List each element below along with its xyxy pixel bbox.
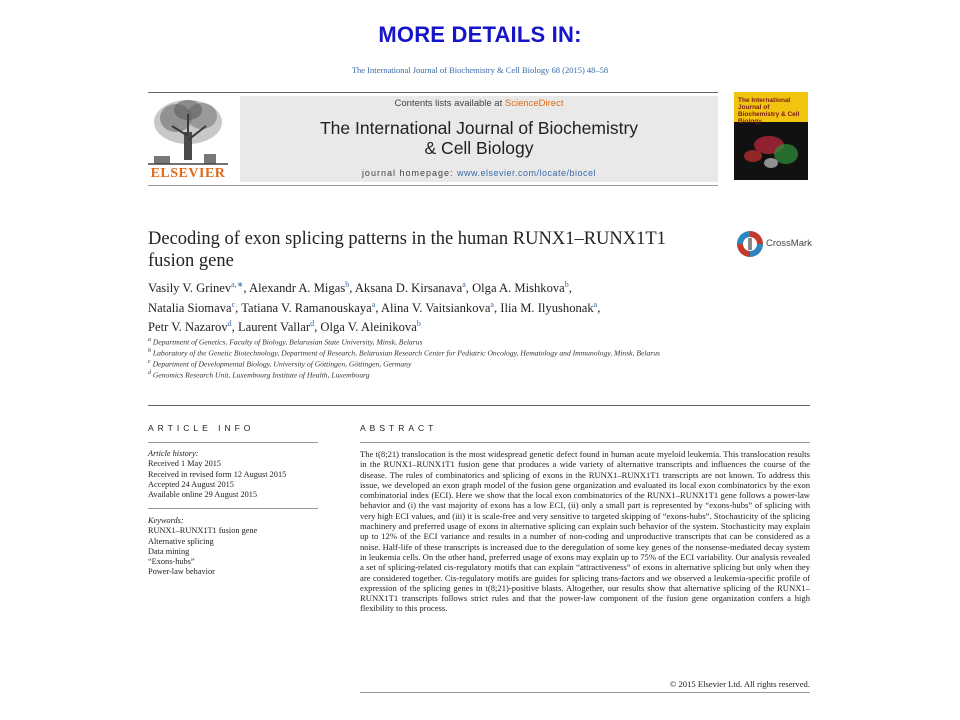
author-affiliation-marker[interactable]: a,∗ — [231, 280, 244, 289]
author-name: Olga A. Mishkova — [472, 281, 565, 296]
affiliation-marker: c — [148, 359, 151, 366]
keywords-rule — [148, 508, 318, 509]
affiliation-text: Department of Genetics, Faculty of Biology, Belarusian State University, Minsk, Belarus — [151, 337, 423, 347]
header-bottom-rule — [148, 185, 718, 186]
affiliation-marker: d — [148, 370, 151, 377]
author-affiliation-marker[interactable]: a — [490, 299, 494, 309]
contents-prefix: Contents lists available at — [394, 98, 505, 109]
crossmark-icon — [736, 230, 764, 258]
author-separator: , — [375, 300, 381, 315]
keywords — [148, 516, 323, 578]
author-affiliation-marker[interactable]: a — [593, 299, 598, 309]
journal-homepage — [240, 168, 718, 178]
author-name: Olga V. Aleinikova — [320, 320, 417, 335]
history-item: Available online 29 August 2015 — [148, 490, 258, 500]
author-affiliation-marker[interactable]: d — [310, 319, 315, 329]
copyright: © 2015 Elsevier Ltd. All rights reserved. — [669, 679, 810, 689]
author-name: Aksana D. Kirsanava — [354, 281, 463, 296]
author-affiliation-marker[interactable]: b — [345, 280, 350, 289]
author-separator: , — [465, 281, 473, 296]
article-info-heading: ARTICLE INFO — [148, 423, 255, 433]
article-info-rule — [148, 442, 318, 443]
author-list — [148, 277, 748, 336]
journal-name-line1: The International Journal of Biochemistry — [319, 118, 639, 138]
affiliation-item — [148, 358, 788, 369]
keyword-item: RUNX1–RUNX1T1 fusion gene — [148, 526, 258, 536]
keyword-item: “Exons-hubs” — [148, 557, 195, 567]
author-affiliation-marker[interactable]: a — [462, 280, 466, 289]
author-name: Petr V. Nazarov — [148, 320, 228, 335]
author-separator: , — [568, 281, 572, 296]
author-separator: , — [349, 281, 355, 296]
author-name: Alexandr A. Migas — [249, 281, 346, 296]
affiliation-marker: a — [148, 337, 151, 343]
journal-cover-image[interactable] — [734, 92, 808, 180]
author-separator: , — [235, 300, 242, 315]
keywords-label: Keywords: — [148, 516, 184, 525]
article-history — [148, 449, 323, 500]
elsevier-tree-icon — [148, 96, 228, 166]
history-item: Received in revised form 12 August 2015 — [148, 469, 287, 479]
author-name: Natalia Siomava — [148, 300, 232, 315]
affiliation-item — [148, 336, 788, 347]
author-affiliation-marker[interactable]: b — [416, 319, 421, 329]
section-rule — [148, 405, 810, 406]
slide-title: MORE DETAILS IN: — [378, 22, 582, 47]
history-label: Article history: — [148, 449, 199, 458]
publisher-name: ELSEVIER — [150, 166, 226, 181]
homepage-prefix: journal homepage: — [361, 168, 457, 178]
author-affiliation-marker[interactable]: a — [371, 299, 376, 309]
abstract-text: The t(8;21) translocation is the most widespread genetic defect found in human acute myeloid leukemia. This translocation results in the RUNX1–RUNX1T1 fusion gene that produces a wide variety of alternative transcripts and influences the course of the disease. The rules of combinatorics and splicing of exons in the RUNX1–RUNX1T1 transcripts are not known. To address this issue, we developed an exon graph model of the fusion gene organization and evaluated its local exon combinatorics by the exon combinatorial index (ECI). Here we show that the local exon combinatorics of the RUNX1–RUNX1T1 gene follows a power-law behavior and (i) the vast majority of exons has a low ECI, (ii) only a small part is represented by “exons-hubs” of splicing with very high ECI values, and (iii) it is scale-free and very sensitive to targeted skipping of “exons-hubs”. Stochasticity of the splicing machinery and preferred usage of exons in alternative splicing can explain such behavior of the system. Stochasticity may explain up to 12% of the ECI variance and results in a number of non-coding and unproductive transcripts that can be considered as a noise. Half-life of these transcripts is increased due to the deregulation of some key genes of the nonsense-mediated decay system in leukemia cells. On the other hand, preferred usage of exons may explain up to 75% of the ECI variability. Our analysis revealed a set of splicing-related cis-regulatory motifs that can explain “attractiveness” of exons in alternative splicing but only when they are considered together. Cis-regulatory motifs are guides for splicing trans-factors and we observed a leukemia-specific profile of expression of the splicing genes in t(8;21)-positive blasts. Altogether, our results show that alternative splicing of the RUNX1–RUNX1T1 transcripts follows strict rules and that the power-law component of the fusion gene organization confers a high flexibility to this process. — [360, 449, 810, 614]
journal-name — [240, 118, 718, 158]
author-separator: , — [231, 320, 238, 335]
affiliation-text: Genomics Research Unit, Luxembourg Institute of Health, Luxembourg — [151, 370, 370, 380]
abstract-bottom-rule — [360, 692, 810, 693]
author-affiliation-marker[interactable]: c — [231, 299, 236, 309]
author-separator: , — [243, 281, 250, 296]
abstract-heading: ABSTRACT — [360, 423, 438, 433]
affiliation-item — [148, 369, 788, 380]
crossmark-label: CrossMark — [766, 238, 812, 249]
contents-line — [240, 98, 718, 109]
history-item: Accepted 24 August 2015 — [148, 479, 234, 489]
paper-title-line1: Decoding of exon splicing patterns in the human RUNX1–RUNX1T1 — [148, 229, 666, 249]
journal-citation[interactable]: The International Journal of Biochemistry & Cell Biology 68 (2015) 48–58 — [351, 65, 609, 75]
affiliation-text: Department of Developmental Biology, University of Göttingen, Göttingen, Germany — [150, 359, 412, 369]
abstract-rule — [360, 442, 810, 443]
keyword-item: Data mining — [148, 546, 190, 556]
paper-title-line2: fusion gene — [148, 251, 234, 271]
journal-name-line2: & Cell Biology — [424, 138, 534, 158]
author-name: Tatiana V. Ramanouskaya — [241, 300, 372, 315]
cover-title: The International Journal of Biochemistry & Cell Biology — [738, 97, 800, 125]
crossmark-badge[interactable] — [736, 230, 816, 258]
author-name: Ilia M. Ilyushonak — [500, 300, 594, 315]
affiliations — [148, 336, 788, 381]
homepage-link[interactable]: www.elsevier.com/locate/biocel — [457, 168, 597, 178]
sciencedirect-link[interactable]: ScienceDirect — [504, 98, 564, 109]
paper-title — [148, 228, 728, 272]
author-separator: , — [314, 320, 321, 335]
affiliation-text: Laboratory of the Genetic Biotechnology, Department of Research, Belarusian Research Center for Pediatric Oncology, Hematology and Immunology, Minsk, Belarus — [151, 348, 660, 358]
keyword-item: Power-law behavior — [148, 567, 215, 577]
header-top-rule — [148, 92, 718, 93]
author-affiliation-marker[interactable]: b — [564, 280, 569, 289]
cover-graphic — [744, 150, 762, 162]
keyword-item: Alternative splicing — [148, 536, 214, 546]
cover-graphic — [764, 158, 778, 168]
author-separator: , — [493, 300, 501, 315]
history-item: Received 1 May 2015 — [148, 459, 222, 469]
author-name: Alina V. Vaitsiankova — [380, 300, 491, 315]
author-name: Vasily V. Grinev — [148, 281, 232, 296]
affiliation-item — [148, 347, 788, 358]
author-name: Laurent Vallar — [237, 320, 311, 335]
author-separator: , — [597, 300, 601, 315]
author-affiliation-marker[interactable]: d — [227, 319, 232, 329]
affiliation-marker: b — [148, 348, 151, 355]
